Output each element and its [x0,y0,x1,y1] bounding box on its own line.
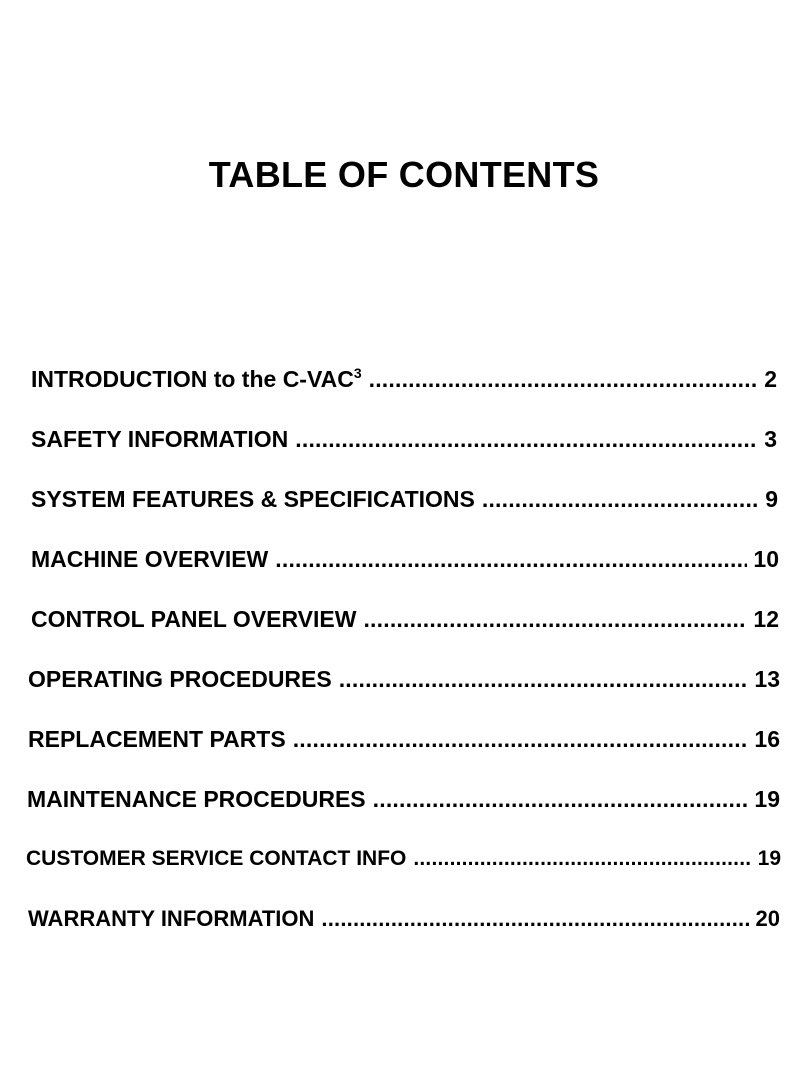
toc-entry-label: SYSTEM FEATURES & SPECIFICATIONS [31,486,475,512]
toc-entry-page-number: 10 [753,546,779,572]
toc-entry-page-number: 13 [754,666,780,692]
dot-leader [373,784,749,814]
superscript: 3 [353,365,362,381]
toc-entry-machine-overview[interactable] [31,544,779,574]
toc-entry-system-features[interactable] [31,484,778,514]
dot-leader [295,424,758,454]
dot-leader [339,664,749,694]
toc-entry-page-number: 19 [757,847,781,870]
toc-entry-operating-procedures[interactable] [28,664,780,694]
toc-entry-customer-service-contact[interactable] [26,844,781,874]
toc-entry-page-number: 20 [755,906,780,931]
toc-entry-page-number: 19 [754,786,780,812]
toc-entry-label: CONTROL PANEL OVERVIEW [31,606,357,632]
toc-entry-control-panel-overview[interactable] [31,604,779,634]
toc-entry-label: REPLACEMENT PARTS [28,726,286,752]
toc-entry-label-text: INTRODUCTION to the C-VAC [31,366,354,392]
dot-leader [363,604,747,634]
toc-entry-maintenance-procedures[interactable] [27,784,780,814]
toc-entry-safety-information[interactable] [31,424,777,454]
toc-entry-page-number: 3 [764,426,777,452]
dot-leader [413,844,751,874]
toc-entry-label: MACHINE OVERVIEW [31,546,269,572]
toc-entry-label: CUSTOMER SERVICE CONTACT INFO [26,847,407,870]
toc-entry-replacement-parts[interactable] [28,724,780,754]
toc-entry-page-number: 12 [753,606,779,632]
toc-entry-introduction[interactable] [31,364,777,394]
dot-leader [293,724,749,754]
toc-entry-label: SAFETY INFORMATION [31,426,289,452]
toc-entry-warranty-information[interactable] [28,904,780,934]
dot-leader [275,544,747,574]
toc-entry-label: MAINTENANCE PROCEDURES [27,786,366,812]
toc-entry-page-number: 9 [765,486,778,512]
toc-entry-label [31,364,362,394]
dot-leader [369,364,759,394]
toc-entry-label: WARRANTY INFORMATION [28,906,315,931]
dot-leader [321,904,749,934]
toc-entry-page-number: 16 [754,726,780,752]
dot-leader [482,484,759,514]
toc-entry-label: OPERATING PROCEDURES [28,666,332,692]
page-title: TABLE OF CONTENTS [208,154,600,195]
toc-entry-page-number: 2 [764,366,777,392]
